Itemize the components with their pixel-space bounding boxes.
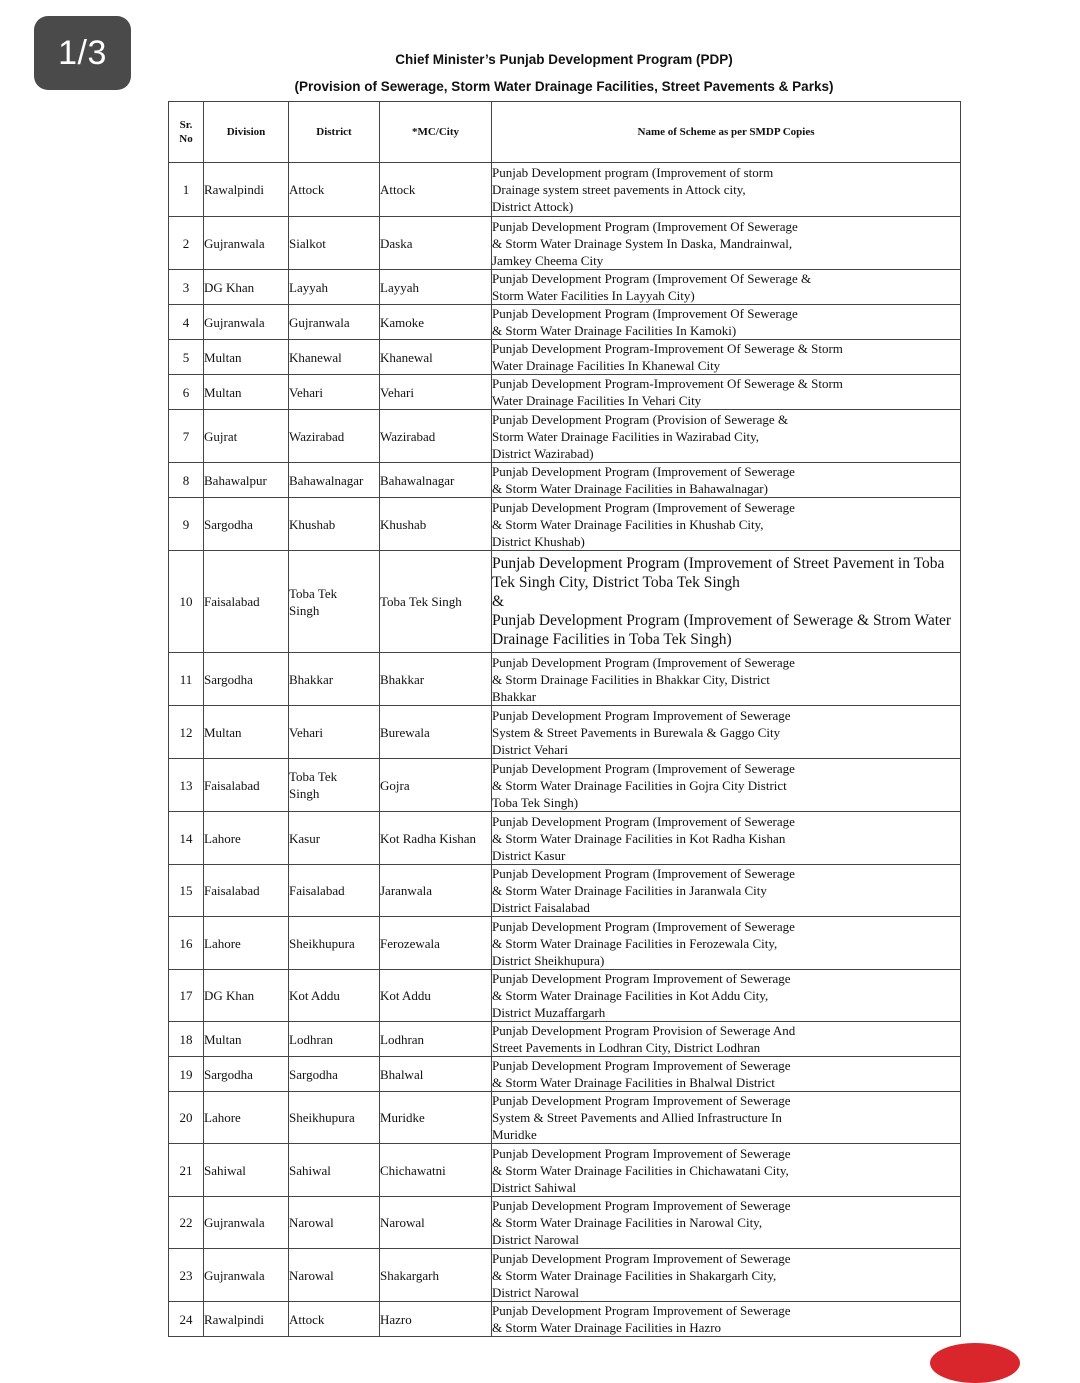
cell-sr-no: 16: [169, 917, 204, 970]
cell-scheme: Punjab Development Program (Improvement of Sewerage & Storm Water Drainage Facilities in Kot Radha Kishan District Kasur: [492, 812, 961, 865]
cell-district: Toba Tek Singh: [289, 759, 380, 812]
cell-division: Faisalabad: [204, 865, 289, 917]
cell-scheme: Punjab Development Program (Improvement of Sewerage & Storm Water Drainage Facilities in Gojra City District Toba Tek Singh): [492, 759, 961, 812]
cell-division: Sargodha: [204, 1057, 289, 1092]
cell-division: Multan: [204, 375, 289, 410]
cell-sr-no: 23: [169, 1249, 204, 1302]
header-sr-no: [169, 102, 204, 163]
table-row: [169, 1197, 961, 1249]
cell-sr-no: 22: [169, 1197, 204, 1249]
cell-division: Gujrat: [204, 410, 289, 463]
cell-sr-no: 4: [169, 305, 204, 340]
cell-sr-no: 11: [169, 653, 204, 706]
cell-sr-no: 6: [169, 375, 204, 410]
cell-scheme: Punjab Development Program Improvement of Sewerage & Storm Water Drainage Facilities in Shakargarh City, District Narowal: [492, 1249, 961, 1302]
table-row: [169, 163, 961, 217]
cell-district: Vehari: [289, 706, 380, 759]
cell-division: Gujranwala: [204, 1197, 289, 1249]
cell-scheme: Punjab Development Program (Improvement of Sewerage & Storm Drainage Facilities in Bhakkar City, District Bhakkar: [492, 653, 961, 706]
cell-city: Bahawalnagar: [380, 463, 492, 498]
cell-district: Layyah: [289, 270, 380, 305]
cell-scheme: Punjab Development program (Improvement of storm Drainage system street pavements in Attock city, District Attock): [492, 163, 961, 217]
table-row: [169, 1302, 961, 1337]
cell-sr-no: 13: [169, 759, 204, 812]
cell-sr-no: 19: [169, 1057, 204, 1092]
table-row: [169, 653, 961, 706]
header-scheme: Name of Scheme as per SMDP Copies: [492, 102, 961, 163]
table-row: [169, 305, 961, 340]
cell-scheme: Punjab Development Program-Improvement Of Sewerage & Storm Water Drainage Facilities In Vehari City: [492, 375, 961, 410]
cell-scheme: Punjab Development Program Provision of Sewerage And Street Pavements in Lodhran City, District Lodhran: [492, 1022, 961, 1057]
cell-district: Narowal: [289, 1197, 380, 1249]
cell-scheme: Punjab Development Program (Improvement of Sewerage & Storm Water Drainage Facilities in Bahawalnagar): [492, 463, 961, 498]
cell-sr-no: 21: [169, 1144, 204, 1197]
cell-sr-no: 2: [169, 217, 204, 270]
cell-city: Toba Tek Singh: [380, 551, 492, 653]
cell-division: Sargodha: [204, 653, 289, 706]
cell-scheme: Punjab Development Program Improvement of Sewerage & Storm Water Drainage Facilities in Kot Addu City, District Muzaffargarh: [492, 970, 961, 1022]
table-row: [169, 410, 961, 463]
cell-sr-no: 9: [169, 498, 204, 551]
cell-division: Gujranwala: [204, 1249, 289, 1302]
cell-scheme: Punjab Development Program Improvement of Sewerage System & Street Pavements and Allied Infrastructure In Muridke: [492, 1092, 961, 1144]
cell-division: Faisalabad: [204, 551, 289, 653]
table-row: [169, 865, 961, 917]
cell-city: Bhakkar: [380, 653, 492, 706]
table-row: [169, 812, 961, 865]
cell-city: Vehari: [380, 375, 492, 410]
cell-scheme: Punjab Development Program (Improvement of Sewerage & Storm Water Drainage Facilities in Ferozewala City, District Sheikhupura): [492, 917, 961, 970]
cell-district: Lodhran: [289, 1022, 380, 1057]
table-row: [169, 551, 961, 653]
cell-sr-no: 17: [169, 970, 204, 1022]
cell-district: Wazirabad: [289, 410, 380, 463]
cell-city: Kamoke: [380, 305, 492, 340]
cell-district: Sheikhupura: [289, 917, 380, 970]
table-row: [169, 463, 961, 498]
cell-division: Multan: [204, 340, 289, 375]
table-row: [169, 759, 961, 812]
floating-action-button[interactable]: [930, 1343, 1020, 1383]
cell-district: Bahawalnagar: [289, 463, 380, 498]
document-title: Chief Minister’s Punjab Development Program (PDP): [395, 52, 733, 67]
cell-scheme: Punjab Development Program (Improvement Of Sewerage & Storm Water Facilities In Layyah City): [492, 270, 961, 305]
cell-city: Gojra: [380, 759, 492, 812]
cell-division: Lahore: [204, 917, 289, 970]
cell-district: Attock: [289, 163, 380, 217]
cell-district: Sheikhupura: [289, 1092, 380, 1144]
cell-sr-no: 10: [169, 551, 204, 653]
cell-district: Sialkot: [289, 217, 380, 270]
table-row: [169, 498, 961, 551]
table-row: [169, 706, 961, 759]
cell-sr-no: 7: [169, 410, 204, 463]
cell-district: Sahiwal: [289, 1144, 380, 1197]
cell-district: Narowal: [289, 1249, 380, 1302]
cell-scheme: Punjab Development Program (Improvement Of Sewerage & Storm Water Drainage System In Daska, Mandrainwal, Jamkey Cheema City: [492, 217, 961, 270]
cell-district: Sargodha: [289, 1057, 380, 1092]
cell-district: Faisalabad: [289, 865, 380, 917]
cell-city: Kot Radha Kishan: [380, 812, 492, 865]
cell-city: Hazro: [380, 1302, 492, 1337]
cell-city: Chichawatni: [380, 1144, 492, 1197]
table-body: [169, 163, 961, 1337]
cell-division: Faisalabad: [204, 759, 289, 812]
cell-division: Rawalpindi: [204, 1302, 289, 1337]
cell-division: Bahawalpur: [204, 463, 289, 498]
schemes-table: [168, 101, 961, 1337]
cell-city: Khushab: [380, 498, 492, 551]
cell-city: Khanewal: [380, 340, 492, 375]
cell-city: Daska: [380, 217, 492, 270]
table-row: [169, 340, 961, 375]
table-row: [169, 1022, 961, 1057]
cell-city: Bhalwal: [380, 1057, 492, 1092]
table-row: [169, 270, 961, 305]
table-row: [169, 217, 961, 270]
table-row: [169, 1057, 961, 1092]
table-header-row: [169, 102, 961, 163]
cell-city: Attock: [380, 163, 492, 217]
cell-scheme: Punjab Development Program Improvement of Sewerage System & Street Pavements in Burewala & Gaggo City District Vehari: [492, 706, 961, 759]
cell-sr-no: 14: [169, 812, 204, 865]
cell-scheme: Punjab Development Program (Provision of Sewerage & Storm Water Drainage Facilities in Wazirabad City, District Wazirabad): [492, 410, 961, 463]
cell-district: Khushab: [289, 498, 380, 551]
header-division: Division: [204, 102, 289, 163]
table-row: [169, 917, 961, 970]
cell-division: Gujranwala: [204, 217, 289, 270]
cell-sr-no: 3: [169, 270, 204, 305]
cell-city: Ferozewala: [380, 917, 492, 970]
cell-sr-no: 1: [169, 163, 204, 217]
cell-division: DG Khan: [204, 970, 289, 1022]
cell-division: Rawalpindi: [204, 163, 289, 217]
cell-scheme: Punjab Development Program-Improvement Of Sewerage & Storm Water Drainage Facilities In Khanewal City: [492, 340, 961, 375]
cell-sr-no: 8: [169, 463, 204, 498]
cell-district: Toba Tek Singh: [289, 551, 380, 653]
table-row: [169, 375, 961, 410]
table-row: [169, 1249, 961, 1302]
table-row: [169, 970, 961, 1022]
cell-sr-no: 15: [169, 865, 204, 917]
header-city: *MC/City: [380, 102, 492, 163]
cell-division: Gujranwala: [204, 305, 289, 340]
cell-district: Gujranwala: [289, 305, 380, 340]
cell-scheme: Punjab Development Program Improvement of Sewerage & Storm Water Drainage Facilities in Narowal City, District Narowal: [492, 1197, 961, 1249]
cell-division: Sargodha: [204, 498, 289, 551]
cell-city: Muridke: [380, 1092, 492, 1144]
cell-district: Bhakkar: [289, 653, 380, 706]
cell-scheme: Punjab Development Program (Improvement of Street Pavement in Toba Tek Singh City, District Toba Tek Singh & Punjab Development Program (Improvement of Sewerage & Strom Water Drainage Facilities in Toba Tek Singh): [492, 551, 961, 653]
cell-city: Kot Addu: [380, 970, 492, 1022]
cell-district: Vehari: [289, 375, 380, 410]
cell-sr-no: 20: [169, 1092, 204, 1144]
cell-district: Kot Addu: [289, 970, 380, 1022]
cell-city: Burewala: [380, 706, 492, 759]
cell-city: Lodhran: [380, 1022, 492, 1057]
cell-city: Layyah: [380, 270, 492, 305]
cell-district: Attock: [289, 1302, 380, 1337]
table-row: [169, 1144, 961, 1197]
cell-scheme: Punjab Development Program Improvement of Sewerage & Storm Water Drainage Facilities in Bhalwal District: [492, 1057, 961, 1092]
cell-division: Multan: [204, 706, 289, 759]
cell-division: DG Khan: [204, 270, 289, 305]
cell-scheme: Punjab Development Program Improvement of Sewerage & Storm Water Drainage Facilities in Hazro: [492, 1302, 961, 1337]
cell-district: Kasur: [289, 812, 380, 865]
cell-sr-no: 5: [169, 340, 204, 375]
cell-division: Lahore: [204, 812, 289, 865]
cell-district: Khanewal: [289, 340, 380, 375]
cell-sr-no: 12: [169, 706, 204, 759]
cell-city: Narowal: [380, 1197, 492, 1249]
cell-city: Jaranwala: [380, 865, 492, 917]
cell-city: Wazirabad: [380, 410, 492, 463]
cell-city: Shakargarh: [380, 1249, 492, 1302]
page-indicator: 1/3: [34, 16, 131, 90]
cell-division: Sahiwal: [204, 1144, 289, 1197]
header-sr-no-label: Sr. No: [179, 119, 193, 145]
cell-sr-no: 24: [169, 1302, 204, 1337]
cell-scheme: Punjab Development Program Improvement of Sewerage & Storm Water Drainage Facilities in Chichawatani City, District Sahiwal: [492, 1144, 961, 1197]
cell-scheme: Punjab Development Program (Improvement Of Sewerage & Storm Water Drainage Facilities In Kamoki): [492, 305, 961, 340]
cell-division: Multan: [204, 1022, 289, 1057]
cell-division: Lahore: [204, 1092, 289, 1144]
document-subtitle: (Provision of Sewerage, Storm Water Drainage Facilities, Street Pavements & Parks): [294, 79, 834, 94]
cell-sr-no: 18: [169, 1022, 204, 1057]
cell-scheme: Punjab Development Program (Improvement of Sewerage & Storm Water Drainage Facilities in Khushab City, District Khushab): [492, 498, 961, 551]
cell-scheme: Punjab Development Program (Improvement of Sewerage & Storm Water Drainage Facilities in Jaranwala City District Faisalabad: [492, 865, 961, 917]
table-row: [169, 1092, 961, 1144]
header-district: District: [289, 102, 380, 163]
